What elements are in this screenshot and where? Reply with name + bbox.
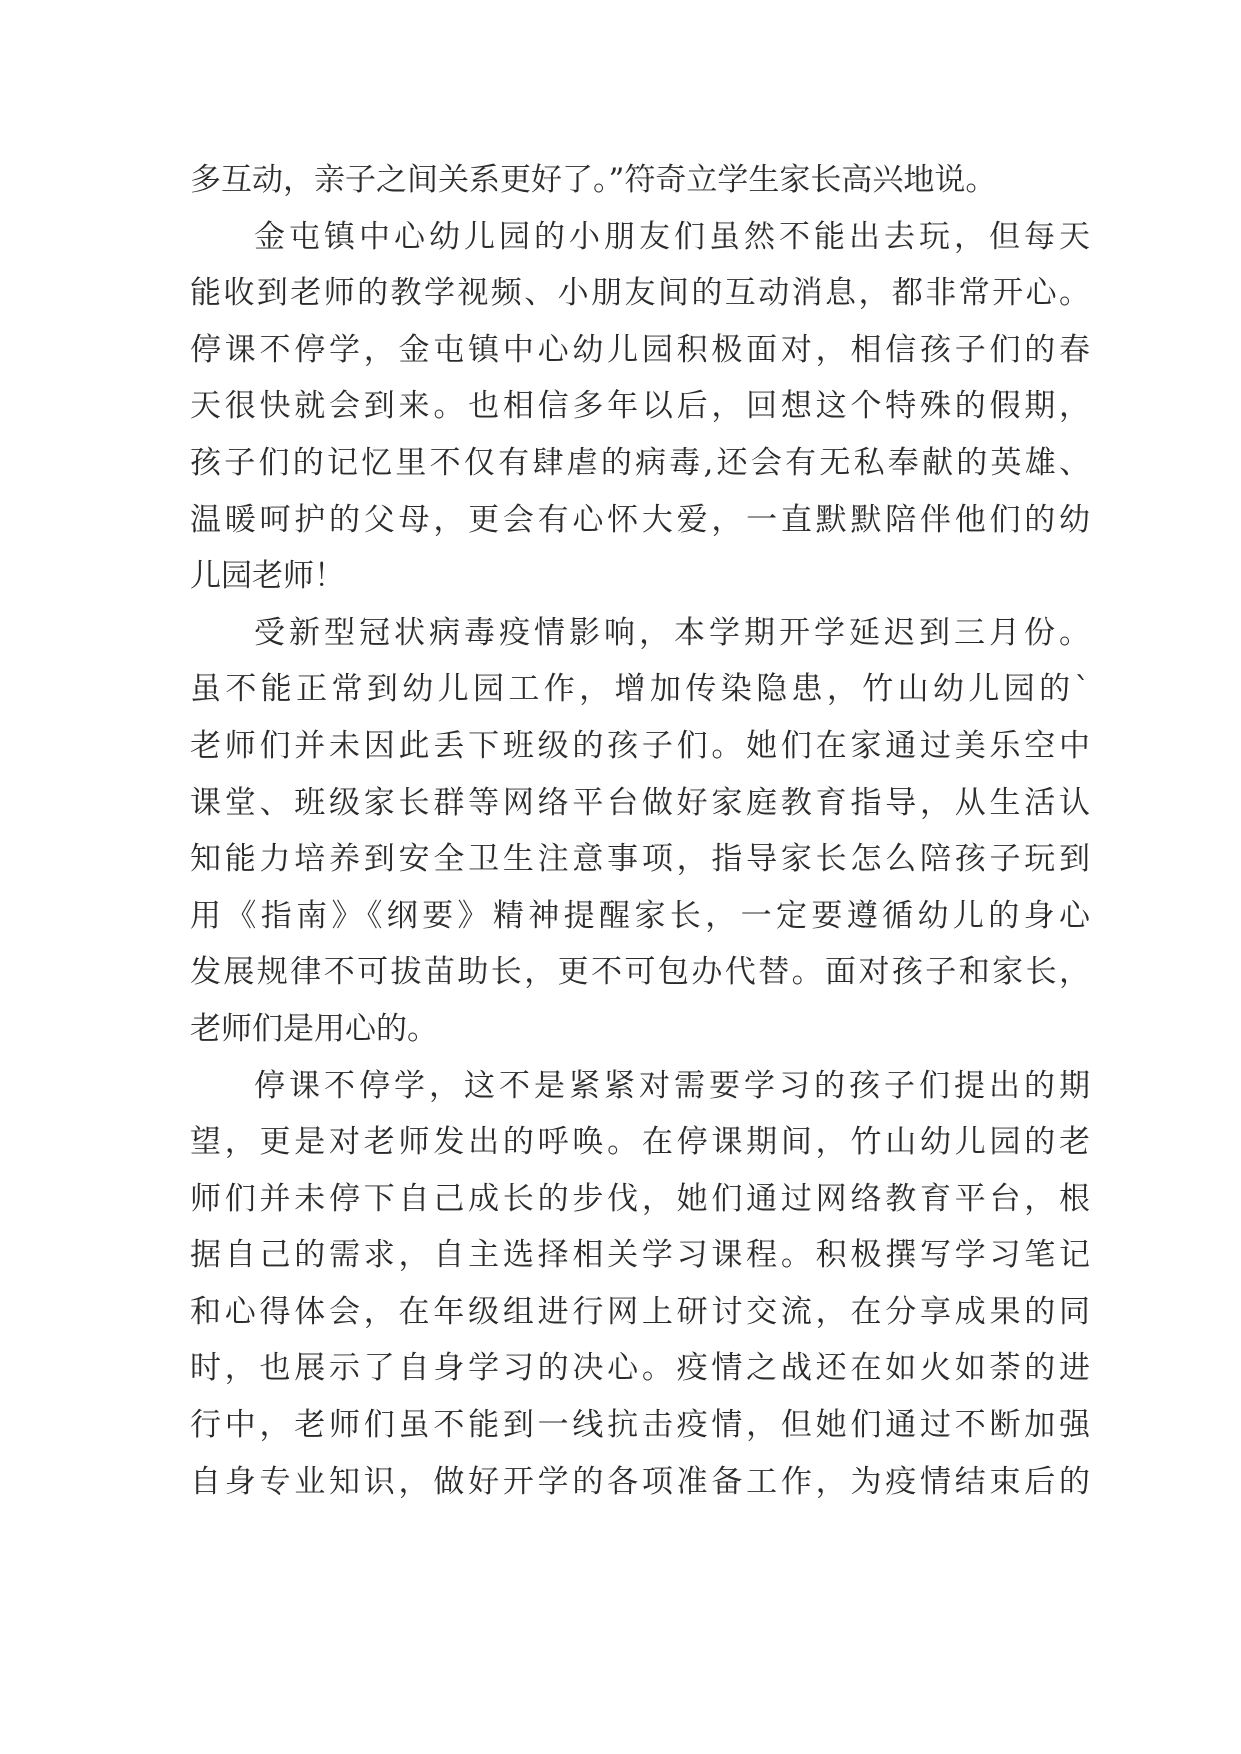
body-text — [190, 152, 1090, 1510]
text-line: 课堂、班级家长群等网络平台做好家庭教育指导，从生活认 — [190, 784, 1090, 821]
text-line: 能收到老师的教学视频、小朋友间的互动消息，都非常开心。 — [190, 275, 1090, 312]
text-line: 行中，老师们虽不能到一线抗击疫情，但她们通过不断加强 — [190, 1407, 1090, 1444]
text-line: 望，更是对老师发出的呼唤。在停课期间，竹山幼儿园的老 — [190, 1124, 1090, 1161]
text-line: 金屯镇中心幼儿园的小朋友们虽然不能出去玩，但每天 — [254, 218, 1090, 255]
text-line: 和心得体会，在年级组进行网上研讨交流，在分享成果的同 — [190, 1293, 1090, 1330]
text-line: 天很快就会到来。也相信多年以后，回想这个特殊的假期， — [190, 388, 1090, 425]
text-line: 师们并未停下自己成长的步伐，她们通过网络教育平台，根 — [190, 1180, 1090, 1217]
text-line: 温暖呵护的父母，更会有心怀大爱，一直默默陪伴他们的幼 — [190, 501, 1090, 538]
paragraph — [190, 1058, 1090, 1511]
text-line: 发展规律不可拔苗助长，更不可包办代替。面对孩子和家长， — [190, 954, 1090, 991]
text-line: 多互动，亲子之间关系更好了。”符奇立学生家长高兴地说。 — [190, 162, 997, 198]
paragraph — [190, 209, 1090, 605]
text-line: 老师们是用心的。 — [190, 1010, 438, 1047]
text-line: 孩子们的记忆里不仅有肆虐的病毒,还会有无私奉献的英雄、 — [190, 444, 1090, 481]
text-line: 停课不停学，这不是紧紧对需要学习的孩子们提出的期 — [254, 1067, 1090, 1104]
text-line: 停课不停学，金屯镇中心幼儿园积极面对，相信孩子们的春 — [190, 331, 1090, 368]
text-line: 虽不能正常到幼儿园工作，增加传染隐患，竹山幼儿园的` — [190, 671, 1090, 708]
text-line: 受新型冠状病毒疫情影响，本学期开学延迟到三月份。 — [254, 614, 1090, 651]
text-line: 知能力培养到安全卫生注意事项，指导家长怎么陪孩子玩到 — [190, 841, 1090, 878]
text-line: 自身专业知识，做好开学的各项准备工作，为疫情结束后的 — [190, 1463, 1090, 1500]
text-line: 儿园老师！ — [190, 558, 345, 595]
paragraph — [190, 605, 1090, 1058]
text-line: 用《指南》《纲要》精神提醒家长，一定要遵循幼儿的身心 — [190, 897, 1090, 934]
text-line: 据自己的需求，自主选择相关学习课程。积极撰写学习笔记 — [190, 1237, 1090, 1274]
text-line: 老师们并未因此丢下班级的孩子们。她们在家通过美乐空中 — [190, 727, 1090, 764]
paragraph — [190, 152, 1090, 209]
text-line: 时，也展示了自身学习的决心。疫情之战还在如火如荼的进 — [190, 1350, 1090, 1387]
